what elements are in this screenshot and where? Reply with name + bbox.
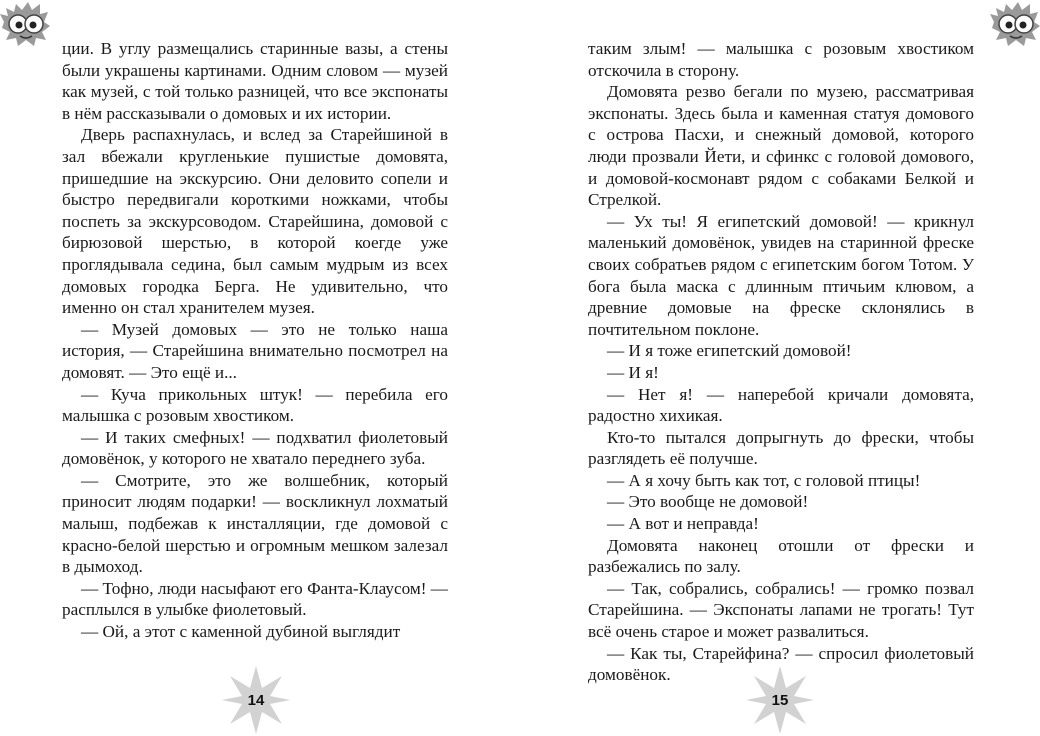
paragraph: — И я! xyxy=(607,362,659,382)
paragraph: — Музей домовых — это не только наша история, — Старейшина внимательно посмотрел на домовят. — Это ещё и... xyxy=(62,319,448,382)
paragraph: — И таких смефных! — подхватил фиолетовый домовёнок, у которого не хватало переднего зуба. xyxy=(62,427,448,469)
paragraph: Домовята наконец отошли от фрески и разбежались по залу. xyxy=(588,535,974,577)
paragraph: таким злым! — малышка с розовым хвостиком отскочила в сторону. xyxy=(588,39,974,80)
paragraph: — Это вообще не домовой! xyxy=(607,492,809,512)
page-number: 14 xyxy=(247,691,265,709)
paragraph: — Нет я! — наперебой кричали домовята, радостно хихикая. xyxy=(588,384,974,426)
right-page-text xyxy=(588,38,974,686)
page-number-badge xyxy=(744,664,816,736)
paragraph: — Куча прикольных штук! — перебила его малышка с розовым хвостиком. xyxy=(62,384,448,426)
paragraph: ции. В углу размещались старинные вазы, а стены были украшены картинами. Одним словом — музей как музей, с той только разницей, что все экспонаты в нём рассказывали о домовых и их истории. xyxy=(62,39,448,123)
paragraph: — Как ты, Старейфина? — спросил фиолетовый домовёнок. xyxy=(588,643,974,685)
right-page xyxy=(520,0,1040,736)
page-number: 15 xyxy=(771,691,789,709)
paragraph: — Тофно, люди насыфают его Фанта-Клаусом! — расплылся в улыбке фиолетовый. xyxy=(62,578,448,620)
paragraph: — Смотрите, это же волшебник, который приносит людям подарки! — воскликнул лохматый малыш, подбежав к инсталляции, где домовой с красно-белой шерстью и огромным мешком залезал в дымоход. xyxy=(62,470,448,577)
paragraph: Домовята резво бегали по музею, рассматривая экспонаты. Здесь была и каменная статуя домового с острова Пасхи, и снежный домовой, которого люди прозвали Йети, и сфинкс с головой домового, и домовой-космонавт рядом с собаками Белкой и Стрелкой. xyxy=(588,82,974,210)
paragraph: — Так, собрались, собрались! — громко позвал Старейшина. — Экспонаты лапами не трогать! Тут всё очень старое и может развалиться. xyxy=(588,578,974,642)
paragraph: — А я хочу быть как тот, с головой птицы! xyxy=(607,470,921,490)
paragraph: — И я тоже египетский домовой! xyxy=(607,341,852,361)
paragraph: Дверь распахнулась, и вслед за Старейшиной в зал вбежали кругленькие пушистые домовята, пришедшие на экскурсию. Они деловито сопели и быстро передвигали короткими ножками, чтобы поспеть за экскурсоводом. Старейшина, домовой с бирюзовой шерстью, в которой коегде уже проглядывала седина, был самым мудрым из всех домовых городка Берга. Не удивительно, что именно он стал хранителем музея. xyxy=(62,125,448,318)
paragraph: Кто-то пытался допрыгнуть до фрески, чтобы разглядеть её получше. xyxy=(588,427,974,469)
paragraph: — Ой, а этот с каменной дубиной выглядит xyxy=(81,622,401,642)
paragraph: — Ух ты! Я египетский домовой! — крикнул маленький домовёнок, увидев на старинной фреске своих собратьев рядом с египетским богом Тотом. У бога была маска с длинным птичьим клювом, а древние домовые на фреске склонялись в почтительном поклоне. xyxy=(588,211,974,339)
left-page-text xyxy=(62,38,448,643)
page-number-badge xyxy=(220,664,292,736)
paragraph: — А вот и неправда! xyxy=(607,514,759,534)
